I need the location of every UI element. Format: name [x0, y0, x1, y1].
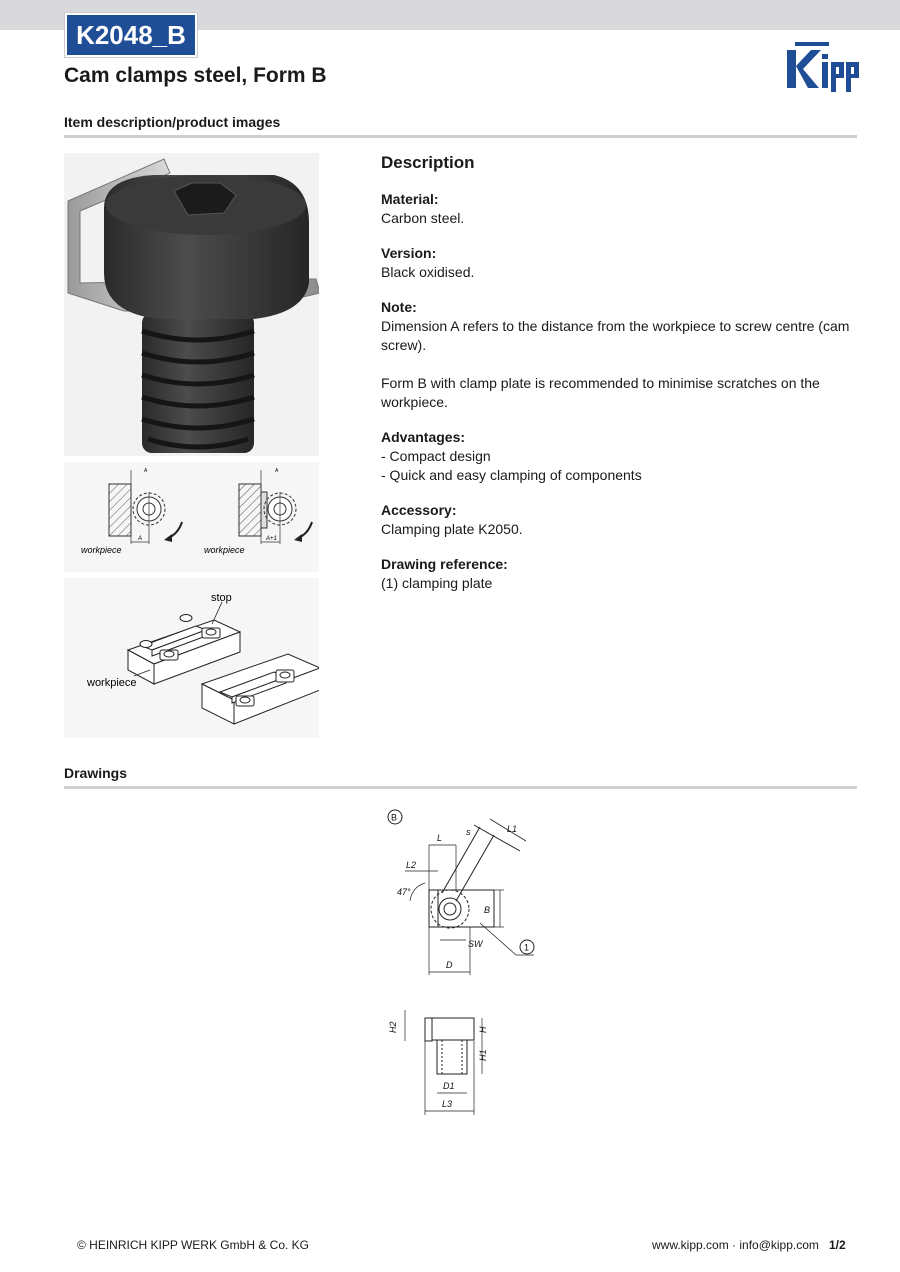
drawing-reference-block: [381, 555, 861, 593]
dim-L1: L1: [507, 824, 518, 834]
section-divider: [64, 135, 857, 138]
dim-D1: D1: [443, 1081, 455, 1091]
accessory-label: Accessory:: [381, 502, 457, 518]
technical-drawing: [380, 805, 550, 1120]
clamping-diagram-frame: [64, 462, 319, 572]
advantage-item: - Compact design: [381, 448, 491, 464]
drawing-reference-text: (1) clamping plate: [381, 575, 493, 591]
note-block: [381, 298, 861, 412]
logo-k-stem: [787, 50, 796, 88]
form-b-marker-text: B: [391, 812, 398, 823]
dim-s: s: [466, 827, 471, 837]
stop-label: stop: [211, 592, 232, 604]
dim-angle: 47°: [397, 887, 411, 897]
page-number: 1/2: [829, 1238, 846, 1252]
drawing-reference-label: Drawing reference:: [381, 556, 508, 572]
clamp-plate-section: [261, 492, 267, 528]
logo-k-arms: [796, 50, 821, 88]
product-photo-frame: [64, 153, 319, 456]
footer-copyright: © HEINRICH KIPP WERK GmbH & Co. KG: [77, 1238, 309, 1252]
dim-SW: SW: [468, 939, 483, 949]
material-text: Carbon steel.: [381, 210, 465, 226]
page-title: Cam clamps steel, Form B: [64, 64, 327, 87]
product-photo: [64, 153, 319, 456]
workpiece-label-iso: workpiece: [87, 677, 137, 689]
dim-H: H: [478, 1026, 488, 1033]
workpiece-label-b: workpiece: [204, 545, 245, 555]
clamping-diagram: [64, 462, 319, 572]
version-block: [381, 244, 861, 282]
material-block: [381, 190, 861, 228]
dim-L2: L2: [406, 860, 417, 870]
workpiece-section-b: [239, 484, 261, 536]
dimension-a-label: A: [138, 536, 143, 542]
logo-bar: [795, 42, 829, 46]
reference-1-marker-text: 1: [524, 942, 530, 953]
advantages-block: [381, 428, 861, 485]
material-label: Material:: [381, 191, 439, 207]
workpiece-label-a: workpiece: [81, 545, 122, 555]
product-code-badge: K2048_B: [65, 13, 197, 57]
application-drawing: [64, 578, 319, 738]
dimension-a-plus-1-label: A+1: [266, 536, 277, 542]
dim-H2: H2: [388, 1021, 398, 1033]
dim-H1: H1: [478, 1049, 488, 1061]
section-heading-drawings: Drawings: [64, 765, 128, 781]
note-label: Note:: [381, 299, 417, 315]
kipp-logo: [785, 38, 860, 93]
application-drawing-frame: [64, 578, 319, 738]
accessory-text: Clamping plate K2050.: [381, 521, 523, 537]
footer-contact[interactable]: www.kipp.com · info@kipp.com: [652, 1238, 819, 1252]
accessory-block: [381, 501, 861, 539]
side-view-head: [430, 1018, 474, 1040]
dim-B: B: [484, 905, 491, 915]
note-text-2: Form B with clamp plate is recommended to minimise scratches on the workpiece.: [381, 375, 820, 410]
advantage-item: - Quick and easy clamping of components: [381, 467, 642, 483]
dim-L: L: [437, 833, 443, 843]
section-divider: [64, 786, 857, 789]
version-text: Black oxidised.: [381, 264, 475, 280]
note-text-1: Dimension A refers to the distance from the workpiece to screw centre (cam screw).: [381, 318, 850, 353]
description-panel: [381, 153, 861, 609]
section-heading-item-description: Item description/product images: [64, 114, 281, 130]
dimension-b-small: A: [275, 468, 279, 474]
version-label: Version:: [381, 245, 437, 261]
dim-L3: L3: [442, 1099, 453, 1109]
workpiece-section-a: [109, 484, 131, 536]
advantages-label: Advantages:: [381, 429, 466, 445]
dimension-a-small: A: [144, 468, 148, 474]
dim-D: D: [446, 960, 453, 970]
description-heading: Description: [381, 153, 475, 172]
